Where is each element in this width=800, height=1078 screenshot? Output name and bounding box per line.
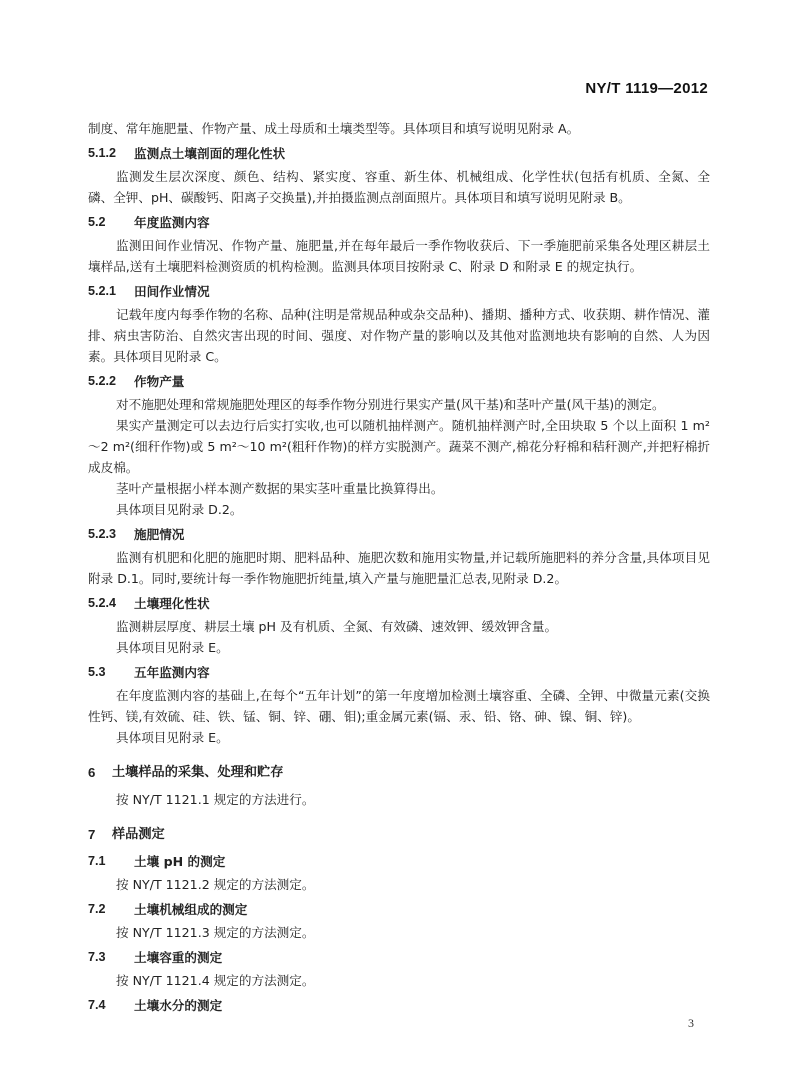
heading-number: 5.2 xyxy=(88,215,106,229)
subsection-heading xyxy=(88,995,710,1016)
section-heading xyxy=(88,824,710,845)
paragraph: 按 NY/T 1121.2 规定的方法测定。 xyxy=(116,877,315,892)
paragraph: 茎叶产量根据小样本测产数据的果实茎叶重量比换算得出。 xyxy=(116,481,444,496)
heading-title: 样品测定 xyxy=(112,827,165,842)
paragraph: 记载年度内每季作物的名称、品种(注明是常规品种或杂交品种)、播期、播种方式、收获期、耕作情况、灌排、病虫害防治、自然灾害出现的时间、强度、对作物产量的影响以及其他对监测地块有影响的自然、人为因素。具体项目见附录 C。 xyxy=(88,307,710,364)
subsection-heading xyxy=(88,281,710,302)
paragraph: 按 NY/T 1121.3 规定的方法测定。 xyxy=(116,925,315,940)
paragraph: 监测耕层厚度、耕层土壤 pH 及有机质、全氮、有效磷、速效钾、缓效钾含量。 xyxy=(116,619,558,634)
subsection-heading xyxy=(88,662,710,683)
subsection-heading xyxy=(88,524,710,545)
heading-title: 土壤机械组成的测定 xyxy=(134,902,248,917)
paragraph: 按 NY/T 1121.4 规定的方法测定。 xyxy=(116,973,315,988)
subsection-heading xyxy=(88,212,710,233)
heading-number: 7 xyxy=(88,827,96,842)
paragraph: 监测田间作业情况、作物产量、施肥量,并在每年最后一季作物收获后、下一季施肥前采集各处理区耕层土壤样品,送有土壤肥料检测资质的机构检测。监测具体项目按附录 C、附录 D 和附录 E 的规定执行。 xyxy=(88,238,710,274)
document-body xyxy=(88,118,710,1018)
section-heading xyxy=(88,762,710,783)
heading-number: 5.2.4 xyxy=(88,596,117,610)
paragraph: 具体项目见附录 E。 xyxy=(116,640,229,655)
subsection-heading xyxy=(88,899,710,920)
heading-number: 7.4 xyxy=(88,998,106,1012)
heading-number: 5.2.1 xyxy=(88,284,117,298)
subsection-heading xyxy=(88,947,710,968)
heading-number: 5.1.2 xyxy=(88,146,117,160)
page-number: 3 xyxy=(688,1016,694,1030)
paragraph: 在年度监测内容的基础上,在每个“五年计划”的第一年度增加检测土壤容重、全磷、全钾、中微量元素(交换性钙、镁,有效硫、硅、铁、锰、铜、锌、硼、钼);重金属元素(镉、汞、铅、铬、砷、镍、铜、锌)。 xyxy=(88,688,710,724)
heading-title: 施肥情况 xyxy=(134,527,185,542)
subsection-heading xyxy=(88,851,710,872)
paragraph: 具体项目见附录 D.2。 xyxy=(116,502,243,517)
subsection-heading xyxy=(88,593,710,614)
heading-title: 五年监测内容 xyxy=(134,665,210,680)
subsection-heading xyxy=(88,371,710,392)
heading-number: 7.3 xyxy=(88,950,106,964)
heading-title: 土壤理化性状 xyxy=(134,596,210,611)
heading-number: 5.3 xyxy=(88,665,106,679)
heading-title: 土壤样品的采集、处理和贮存 xyxy=(112,765,284,780)
paragraph: 按 NY/T 1121.1 规定的方法进行。 xyxy=(116,792,315,807)
heading-title: 土壤容重的测定 xyxy=(134,950,223,965)
heading-title: 田间作业情况 xyxy=(134,284,210,299)
subsection-heading xyxy=(88,143,710,164)
heading-number: 6 xyxy=(88,765,96,780)
paragraph: 果实产量测定可以去边行后实打实收,也可以随机抽样测产。随机抽样测产时,全田块取 5 个以上面积 1 m²～2 m²(细秆作物)或 5 m²～10 m²(粗秆作物)的样方实脱测产。蔬菜不测产,棉花分籽棉和秸秆测产,并把籽棉折成皮棉。 xyxy=(88,418,710,475)
heading-number: 5.2.3 xyxy=(88,527,117,541)
heading-number: 7.2 xyxy=(88,902,106,916)
heading-title: 土壤水分的测定 xyxy=(134,998,223,1013)
heading-number: 5.2.2 xyxy=(88,374,117,388)
heading-title: 监测点土壤剖面的理化性状 xyxy=(134,146,286,161)
heading-title: 土壤 pH 的测定 xyxy=(134,854,226,869)
paragraph: 对不施肥处理和常规施肥处理区的每季作物分别进行果实产量(风干基)和茎叶产量(风干基)的测定。 xyxy=(116,397,665,412)
paragraph: 监测发生层次深度、颜色、结构、紧实度、容重、新生体、机械组成、化学性状(包括有机质、全氮、全磷、全钾、pH、碳酸钙、阳离子交换量),并拍摄监测点剖面照片。具体项目和填写说明见附录 B。 xyxy=(88,169,710,205)
heading-title: 年度监测内容 xyxy=(134,215,210,230)
paragraph: 监测有机肥和化肥的施肥时期、肥料品种、施肥次数和施用实物量,并记载所施肥料的养分含量,具体项目见附录 D.1。同时,要统计每一季作物施肥折纯量,填入产量与施肥量汇总表,见附录 D.2。 xyxy=(88,550,710,586)
heading-title: 作物产量 xyxy=(134,374,185,389)
heading-number: 7.1 xyxy=(88,854,106,868)
paragraph: 制度、常年施肥量、作物产量、成土母质和土壤类型等。具体项目和填写说明见附录 A。 xyxy=(88,121,580,136)
standard-code: NY/T 1119—2012 xyxy=(585,80,708,97)
paragraph: 具体项目见附录 E。 xyxy=(116,730,229,745)
